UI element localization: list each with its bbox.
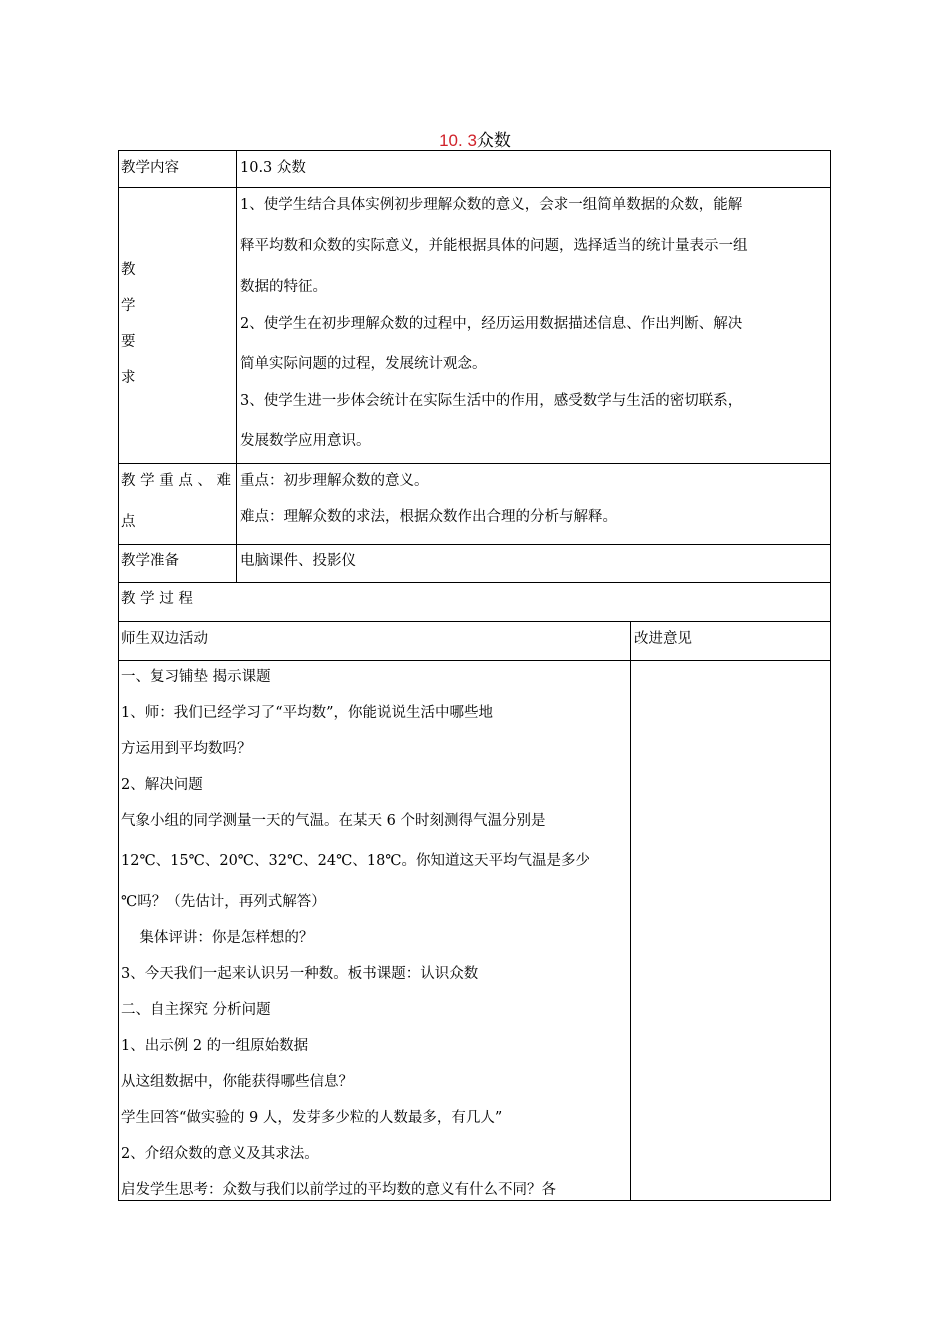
- row-divider: [118, 544, 831, 545]
- lesson-info-table: [118, 150, 831, 622]
- requirement-line: 2、使学生在初步理解众数的过程中，经历运用数据描述信息、作出判断、解决: [240, 316, 743, 332]
- activity-line: 3、今天我们一起来认识另一种数。板书课题：认识众数: [121, 966, 479, 982]
- requirements-label-char: 要: [121, 334, 136, 350]
- activity-line: 12℃、15℃、20℃、32℃、24℃、18℃。你知道这天平均气温是多少: [121, 853, 591, 869]
- requirements-label-char: 求: [121, 370, 136, 386]
- requirement-line: 释平均数和众数的实际意义，并能根据具体的问题，选择适当的统计量表示一组: [240, 238, 748, 254]
- activity-line: 集体评讲：你是怎样想的？: [121, 930, 314, 946]
- process-label: 教 学 过 程: [121, 591, 193, 607]
- activity-line: 2、解决问题: [121, 777, 203, 793]
- activity-header-divider: [118, 660, 831, 661]
- content-value: 10.3 众数: [240, 160, 306, 176]
- preparation-label: 教学准备: [121, 553, 179, 569]
- keypoints-focus: 重点：初步理解众数的意义。: [240, 473, 429, 489]
- requirement-line: 3、使学生进一步体会统计在实际生活中的作用，感受数学与生活的密切联系，: [240, 393, 743, 409]
- activity-line: 从这组数据中，你能获得哪些信息？: [121, 1074, 353, 1090]
- requirement-line: 数据的特征。: [240, 279, 327, 295]
- activity-line: 启发学生思考：众数与我们以前学过的平均数的意义有什么不同？各: [121, 1182, 556, 1198]
- requirement-line: 简单实际问题的过程，发展统计观念。: [240, 356, 487, 372]
- activity-line: 1、出示例 2 的一组原始数据: [121, 1038, 309, 1054]
- activity-header-left: 师生双边活动: [121, 631, 208, 647]
- keypoints-label-line1: 教 学 重 点 、 难: [121, 473, 232, 489]
- activity-line: 1、师：我们已经学习了“平均数”，你能说说生活中哪些地: [121, 705, 494, 721]
- row-divider: [118, 187, 831, 188]
- activity-line: 气象小组的同学测量一天的气温。在某天 6 个时刻测得气温分别是: [121, 813, 546, 829]
- activity-header-right: 改进意见: [634, 631, 692, 647]
- requirements-label-char: 教: [121, 262, 136, 278]
- activity-line: ℃吗？（先估计，再列式解答）: [121, 894, 326, 910]
- title-text: 众数: [476, 131, 511, 151]
- requirement-line: 1、使学生结合具体实例初步理解众数的意义，会求一组简单数据的众数，能解: [240, 197, 743, 213]
- activity-line: 2、介绍众数的意义及其求法。: [121, 1146, 319, 1162]
- keypoints-difficulty: 难点：理解众数的求法，根据众数作出合理的分析与解释。: [240, 509, 617, 525]
- row-divider: [118, 463, 831, 464]
- preparation-value: 电脑课件、投影仪: [240, 553, 356, 569]
- column-divider: [236, 150, 237, 582]
- activity-line: 方运用到平均数吗？: [121, 741, 252, 757]
- activity-column-divider: [630, 621, 631, 1201]
- page-title: [0, 126, 950, 151]
- title-number: 10. 3: [439, 131, 477, 150]
- content-label: 教学内容: [121, 160, 179, 176]
- activity-line: 学生回答“做实验的 9 人，发芽多少粒的人数最多，有几人”: [121, 1110, 503, 1126]
- activity-line: 一、复习铺垫 揭示课题: [121, 669, 271, 685]
- row-divider: [118, 582, 831, 583]
- requirement-line: 发展数学应用意识。: [240, 433, 371, 449]
- activity-line: 二、自主探究 分析问题: [121, 1002, 271, 1018]
- requirements-label-char: 学: [121, 298, 136, 314]
- keypoints-label-line2: 点: [121, 514, 136, 530]
